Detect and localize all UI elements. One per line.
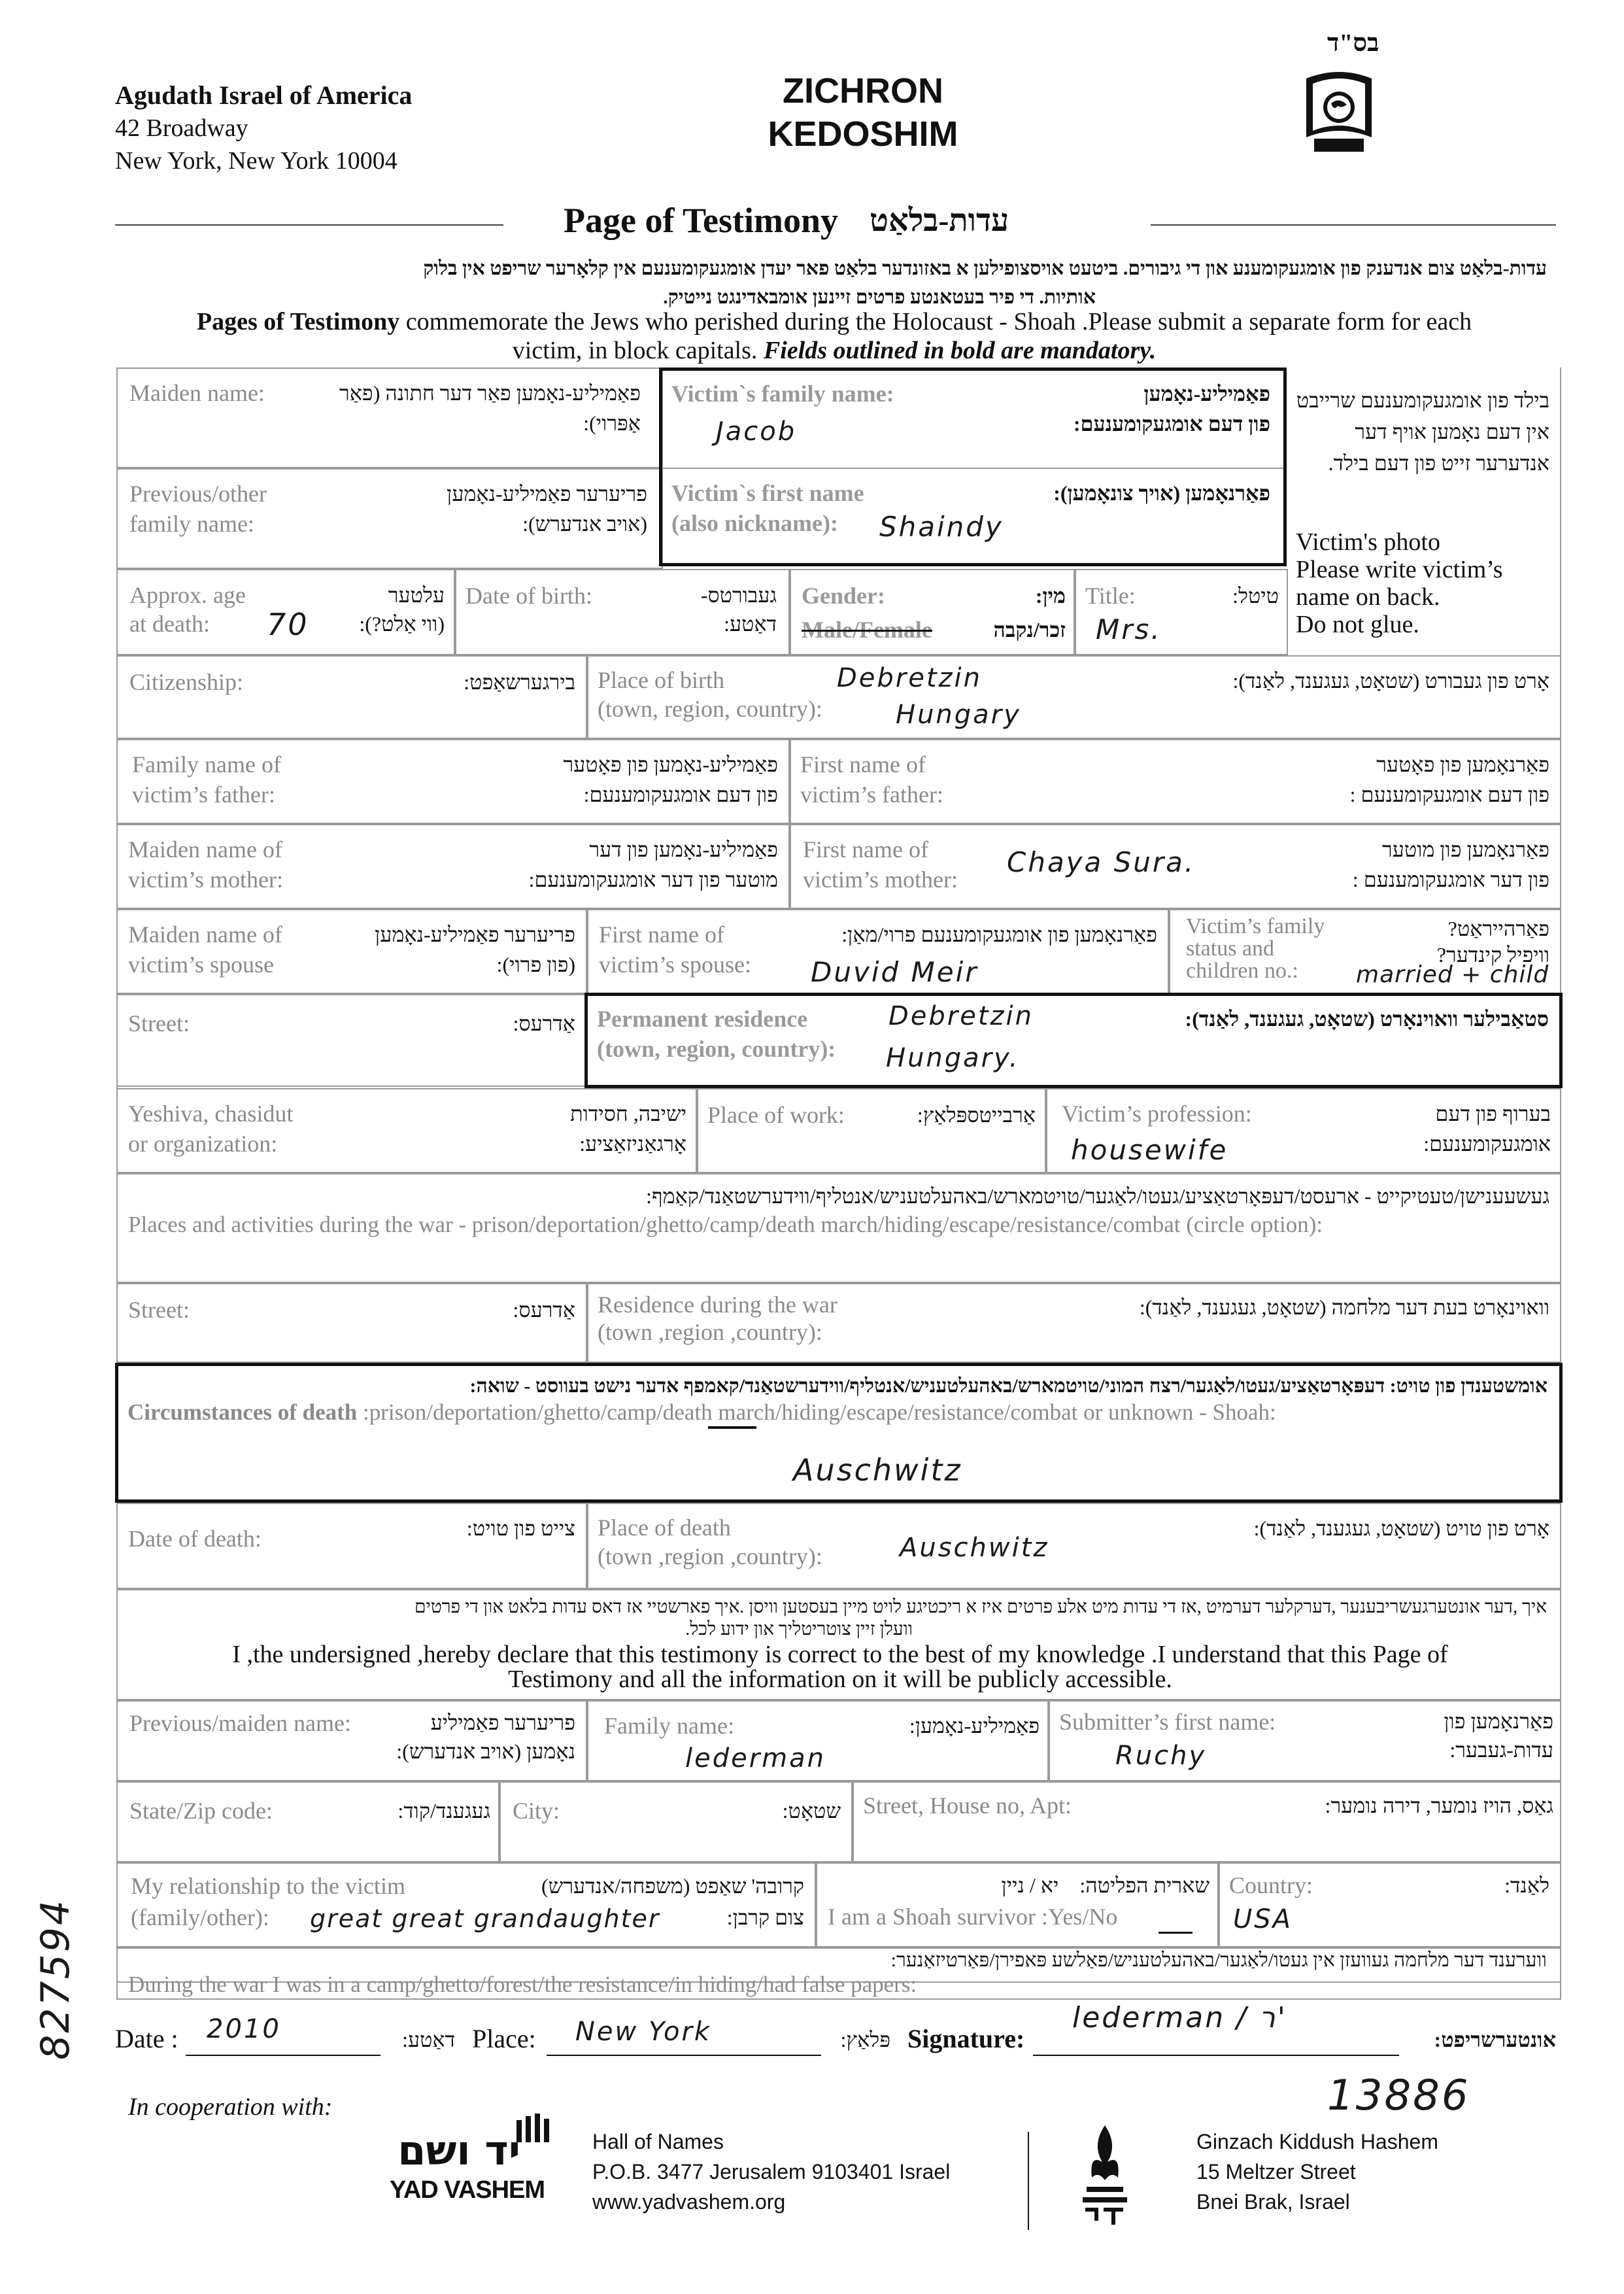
family-status-he-1: פאַרהייראַט? (1447, 917, 1549, 940)
family-status-cell[interactable] (1169, 909, 1561, 994)
title-rule-left (115, 224, 503, 226)
gender-he-2: זכר/נקבה (993, 618, 1066, 642)
dob-cell[interactable] (455, 569, 790, 655)
spouse-maiden-label-2: victim’s spouse (128, 951, 274, 978)
citizenship-label: Citizenship: (129, 669, 243, 695)
declaration-en-2: Testimony and all the information on it will be publicly accessible. (508, 1666, 1172, 1693)
sign-date-value: 2010 (207, 2014, 281, 2044)
mother-first-label (803, 834, 958, 895)
street-house-he: גאַס, הויז נומער, דירה נומער: (1325, 1794, 1553, 1817)
dob-he-1: געבורטס- (700, 583, 777, 607)
war-street-label: Street: (128, 1297, 190, 1323)
country-he: לאַנד: (1504, 1874, 1549, 1897)
sign-signature-he: אונטערשריפט: (1434, 2028, 1556, 2051)
submitter-family-name-cell[interactable] (587, 1700, 1049, 1781)
spouse-maiden-he-2: (פון פרוי): (496, 953, 575, 976)
victim-first-name-label-1: Victim`s first name (671, 480, 864, 506)
submitter-family-name-value: lederman (685, 1743, 826, 1773)
declaration-he-1: איך ,דער אונטערגעשריבענער ,דערקלער דערמיט ,אז די עדות מיט אלע פרטים איז א ריכטיגע לויט מיין בעסטען וויסן .איך פארשטיי אז דאס עדות בלאט און די פרטים (414, 1597, 1547, 1617)
relationship-label-1: My relationship to the victim (131, 1873, 405, 1899)
photo-box-en-3: name on back. (1296, 583, 1440, 611)
page-title-en: Page of Testimony (564, 201, 839, 240)
dob-he (652, 581, 777, 638)
date-of-death-label: Date of death: (128, 1526, 262, 1552)
yeshiva-label-1: Yeshiva, chasidut (128, 1101, 294, 1127)
gender-options: Male/Female (802, 617, 932, 643)
submitter-prev-name-he (366, 1708, 575, 1766)
mother-first-label-2: victim’s mother: (803, 866, 958, 893)
war-street-he: אַדרעס: (513, 1298, 575, 1322)
street-house-label: Street, House no, Apt: (863, 1792, 1072, 1819)
father-family-cell[interactable] (116, 739, 790, 824)
war-street-cell[interactable] (116, 1283, 587, 1363)
mother-maiden-he-1: פאַמיליע-נאָמען פון דער (589, 838, 778, 861)
place-of-death-cell[interactable] (587, 1503, 1561, 1589)
yeshiva-he-1: ישיבה, חסידות (570, 1102, 686, 1125)
spouse-maiden-cell[interactable] (116, 909, 587, 994)
father-first-cell[interactable] (790, 739, 1561, 824)
mother-maiden-label (128, 834, 283, 895)
intro-en-mandatory: Fields outlined in bold are mandatory. (763, 337, 1157, 364)
submitter-first-name-label: Submitter’s first name: (1059, 1709, 1276, 1735)
agudah-logo (1301, 65, 1377, 157)
submitter-family-name-he: פאַמיליע-נאָמען: (909, 1714, 1040, 1738)
yad-vashem-logo (390, 2114, 557, 2205)
relationship-value: great great grandaughter (310, 1904, 660, 1933)
war-res-label (598, 1291, 837, 1346)
submitter-prev-name-cell[interactable] (116, 1700, 587, 1781)
intro-en-bold: Pages of Testimony (196, 308, 400, 335)
circumstances-of-death-field[interactable] (115, 1363, 1563, 1503)
org-address-line1: 42 Broadway (115, 114, 248, 142)
father-first-label-1: First name of (800, 751, 926, 778)
page-title-he: עדות-בלאַט (870, 203, 1009, 238)
mother-first-label-1: First name of (803, 836, 928, 863)
gender-label: Gender: (802, 583, 885, 609)
spouse-first-label-2: victim’s spouse: (599, 951, 751, 978)
age-he (327, 581, 445, 638)
intro-en-2 (115, 336, 1553, 365)
gender-he: מין: (1035, 584, 1066, 608)
victim-first-name-field[interactable] (662, 469, 1283, 566)
relationship-he-2: צום קרבן: (726, 1906, 804, 1929)
prev-name-he-1: פריערער פאַמיליע-נאָמען (447, 482, 647, 505)
spouse-maiden-label (128, 919, 282, 980)
mother-first-cell[interactable] (790, 824, 1561, 909)
submitter-family-name-label: Family name: (604, 1713, 734, 1739)
place-of-work-cell[interactable] (697, 1088, 1046, 1173)
place-of-death-label (598, 1513, 822, 1571)
spouse-first-label-1: First name of (599, 921, 724, 948)
photo-box-en-1: Victim's photo (1296, 528, 1440, 556)
sign-place-label: Place: (472, 2024, 536, 2053)
sign-date-line (186, 2055, 381, 2056)
father-family-he-1: פאַמיליע-נאָמען פון פאָטער (563, 753, 778, 776)
title-he: טיטל: (1232, 584, 1279, 608)
hall-of-names-url[interactable]: www.yadvashem.org (592, 2190, 786, 2214)
sign-date-he: דאַטע: (402, 2028, 455, 2051)
profession-he (1387, 1099, 1551, 1159)
mother-maiden-he (445, 834, 778, 895)
father-first-he (1249, 749, 1549, 810)
spouse-maiden-he (333, 919, 575, 980)
street-cell[interactable] (116, 994, 587, 1087)
submitter-war-cell[interactable] (116, 1947, 1561, 2000)
mother-first-he-2: פון דער אומגעקומענעם : (1352, 868, 1549, 891)
age-he-2: (ווי אַלט?): (359, 612, 445, 636)
yeshiva-he-2: אָרגאַניזאַציע: (579, 1132, 686, 1156)
side-reference-number: 827594 (33, 1898, 78, 2060)
father-first-he-2: פון דעם אומגעקומענעם : (1349, 783, 1549, 806)
victim-family-name-he (1028, 379, 1270, 439)
org-address-line2: New York, New York 10004 (115, 147, 398, 175)
prev-name-he (392, 479, 647, 539)
family-status-he-2: וויפיל קינדער? (1436, 943, 1549, 967)
place-of-birth-cell[interactable] (587, 655, 1561, 739)
date-of-death-cell[interactable] (116, 1503, 587, 1589)
declaration-he-2: וועלן זיין צוטריטליך און ידוע לכל. (685, 1619, 913, 1639)
yad-vashem-he: יד ושם (398, 2127, 520, 2174)
circ-death-label: Circumstances of death (127, 1399, 358, 1425)
sign-place-line (547, 2055, 821, 2056)
place-of-death-label-1: Place of death (598, 1515, 731, 1541)
circ-death-value: Auschwitz (793, 1452, 962, 1488)
victim-family-name-he-1: פאַמיליע-נאָמען (1143, 382, 1270, 405)
ginzach-street: 15 Meltzer Street (1196, 2160, 1356, 2183)
victim-first-name-label (671, 478, 864, 538)
title-cell[interactable] (1075, 569, 1288, 655)
photo-box-en-4: Do not glue. (1296, 611, 1419, 638)
father-family-he-2: פון דעם אומגעקומענעם: (583, 783, 778, 806)
street-he: אַדרעס: (513, 1012, 575, 1035)
mother-maiden-label-1: Maiden name of (128, 836, 282, 863)
profession-label: Victim’s profession: (1062, 1101, 1252, 1127)
mother-maiden-he-2: מוטער פון דער אומגעקומענעם: (528, 868, 778, 891)
submitter-prev-name-label: Previous/maiden name: (129, 1710, 351, 1736)
submitter-war-he: ווערענד דער מלחמה געוועזן אין געטו/לאַגער/באהעלטעניש/פאַלשע פּאפירן/פּאַרטיזאַנער: (890, 1949, 1547, 1971)
footer-divider (1028, 2132, 1029, 2230)
sign-place-value: New York (575, 2017, 712, 2047)
city-label: City: (513, 1798, 560, 1824)
photo-box-en (1296, 528, 1503, 638)
mother-maiden-cell[interactable] (116, 824, 790, 909)
war-residence-cell[interactable] (587, 1283, 1561, 1363)
form-title (693, 69, 1033, 156)
victim-family-name-value: Jacob (716, 417, 797, 447)
declaration-en-1: I ,the undersigned ,hereby declare that this testimony is correct to the best of my knowledge .I understand that this Page of (232, 1641, 1448, 1668)
place-of-death-value: Auschwitz (900, 1533, 1049, 1563)
profession-he-2: אומגעקומענעם: (1423, 1132, 1551, 1156)
spouse-first-he: פאַרנאָמען פון אומגעקומענעם פרוי/מאַן: (841, 923, 1157, 946)
spouse-first-cell[interactable] (587, 909, 1169, 994)
org-name: Agudath Israel of America (115, 80, 413, 110)
hall-of-names-address: P.O.B. 3477 Jerusalem 9103401 Israel (592, 2160, 951, 2183)
intro-en-1 (115, 307, 1553, 336)
prev-name-label-2: family name: (129, 511, 254, 537)
country-cell[interactable] (1219, 1862, 1561, 1947)
submitter-first-name-value: Ruchy (1115, 1741, 1207, 1771)
relationship-he-1: קרובה' שאַפט (משפחה/אנדערש) (541, 1874, 804, 1898)
yeshiva-he (497, 1099, 686, 1159)
maiden-name-he: פאַמיליע-נאָמען פאַר דער חתונה (פאַר אַפּרוי): (339, 381, 641, 435)
prev-name-he-2: (אויב אנדערש): (522, 512, 647, 536)
spouse-maiden-he-1: פריערער פאַמיליע-נאָמען (375, 923, 575, 946)
victim-first-name-he: פאַרנאָמען (אויך צונאָמען): (1053, 481, 1270, 505)
family-status-label-2: status and (1186, 936, 1275, 961)
maiden-name-label: Maiden name: (129, 380, 265, 406)
survivor-he (830, 1870, 1210, 1900)
circ-death-options: :prison/deportation/ghetto/camp/death march/hiding/escape/resistance/combat or unknown - Shoah: (357, 1399, 1276, 1425)
war-activities-en: Places and activities during the war - prison/deportation/ghetto/camp/death march/hiding/escape/resistance/combat (circle option): (128, 1212, 1323, 1237)
maiden-name-cell[interactable] (116, 368, 663, 468)
war-res-he: וואוינאָרט בעת דער מלחמה (שטאָט, געגענד, לאַנד): (1139, 1295, 1549, 1319)
submitter-first-name-he (1390, 1707, 1553, 1764)
yeshiva-cell[interactable] (116, 1088, 697, 1173)
prev-name-label (129, 479, 267, 539)
place-of-work-he: אַרבייטספּלאַץ: (917, 1103, 1036, 1127)
survivor-no-underline (1159, 1932, 1193, 1934)
city-he: שטאָט: (782, 1799, 841, 1823)
father-family-label-2: victim’s father: (132, 781, 275, 808)
profession-value: housewife (1071, 1134, 1228, 1166)
hall-of-names-block (592, 2127, 950, 2217)
profession-cell[interactable] (1046, 1088, 1561, 1173)
photo-box-en-2: Please write victim’s (1296, 556, 1503, 583)
victim-first-name-value: Shaindy (879, 511, 1004, 543)
ginzach-city: Bnei Brak, Israel (1196, 2190, 1350, 2214)
prev-name-cell[interactable] (116, 468, 663, 569)
bsd-mark: בס"ד (1327, 29, 1379, 57)
mother-maiden-label-2: victim’s mother: (128, 866, 283, 893)
prev-name-label-1: Previous/other (129, 481, 267, 507)
perm-res-value-2: Hungary. (886, 1043, 1020, 1073)
survivor-he-1: שארית הפליטה: (1079, 1874, 1210, 1897)
submitter-first-name-he-2: עדות-געבער: (1449, 1738, 1553, 1762)
circ-death-he: אומשטענדן פון טויט: דעפּאָרטאַציע/געטו/לאַגער/רצח המוני/טויטמארש/באהעלטעניש/אנטליף/ווידערשטאַנד/קאמפף אדער נישט בעווסט - שואה: (469, 1375, 1548, 1397)
form-title-line1: ZICHRON (783, 71, 943, 111)
intro-en-rest: commemorate the Jews who perished during the Holocaust - Shoah .Please submit a separate form for each (399, 308, 1472, 335)
age-label-1: Approx. age (129, 582, 246, 608)
pob-label (598, 666, 822, 723)
citizenship-he: בירגערשאַפט: (464, 670, 575, 694)
city-cell[interactable] (499, 1781, 853, 1862)
spouse-first-label (599, 919, 751, 980)
dob-label: Date of birth: (465, 583, 592, 609)
war-activities-cell[interactable] (116, 1173, 1561, 1283)
perm-res-label-2: (town, region, country): (597, 1036, 836, 1062)
ginzach-block (1196, 2127, 1438, 2217)
coop-text: In cooperation with: (128, 2093, 333, 2121)
pob-he: אָרט פון געבורט (שטאָט, געגענד, לאַנד): (1232, 669, 1549, 693)
title-value: Mrs. (1096, 613, 1162, 645)
declaration-cell (116, 1589, 1561, 1700)
father-first-he-1: פאַרנאָמען פון פאָטער (1376, 753, 1549, 776)
pob-value-1: Debretzin (837, 663, 982, 693)
pob-value-2: Hungary (896, 700, 1021, 730)
profession-he-1: בערוף פון דעם (1435, 1102, 1551, 1125)
yeshiva-label-2: or organization: (128, 1131, 278, 1157)
perm-res-label (597, 1004, 836, 1064)
war-res-label-2: (town ,region ,country): (598, 1319, 822, 1345)
submitter-prev-name-he-2: נאָמען (אויב אנדערש): (396, 1739, 575, 1763)
dob-he-2: דאַטע: (724, 612, 777, 636)
spouse-first-value: Duvid Meir (811, 956, 979, 988)
victim-first-name-label-2: (also nickname): (671, 510, 838, 536)
perm-res-value-1: Debretzin (888, 1001, 1034, 1031)
relationship-cell[interactable] (116, 1862, 816, 1947)
father-first-label-2: victim’s father: (800, 781, 943, 808)
yad-vashem-en: YAD VASHEM (390, 2176, 545, 2204)
photo-box-yiddish: בילד פון אומגעקומענעם שרייבט אין דעם נאָמען אויף דער אנדערער זייט פון דעם בילד. (1296, 388, 1549, 475)
title-rule-right (1151, 224, 1556, 226)
corner-reference-number: 13886 (1327, 2072, 1470, 2120)
state-zip-label: State/Zip code: (129, 1798, 273, 1824)
intro-yiddish-1: עדות-בלאַט צום אנדענק פון אומגעקומענע און די גיבורים. ביטעט אויסצופילען א באזונדער בלאַט פאר יעדן אומגעקומענעם אין קלאָרער שריפט אין בלוק (423, 258, 1547, 279)
country-value: USA (1233, 1904, 1293, 1934)
street-label: Street: (128, 1010, 190, 1036)
family-status-label (1186, 916, 1325, 982)
form-title-line2: KEDOSHIM (768, 114, 958, 154)
hall-of-names-title: Hall of Names (592, 2130, 724, 2153)
sign-place-he: פּלאַץ: (840, 2028, 890, 2051)
intro-en-line2: victim, in block capitals. (512, 337, 764, 364)
citizenship-cell[interactable] (116, 655, 587, 739)
sign-signature-label: Signature: (907, 2024, 1025, 2053)
circ-death-en (127, 1397, 1276, 1428)
street-house-cell[interactable] (853, 1781, 1561, 1862)
state-zip-he: געגענד/קוד: (398, 1799, 490, 1823)
submitter-prev-name-he-1: פריערער פאַמיליע (430, 1711, 575, 1734)
ginzach-logo (1079, 2125, 1131, 2230)
survivor-he-2: יא / ניין (1001, 1874, 1059, 1897)
family-status-he (1419, 916, 1549, 968)
intro-yiddish-2: אותיות. די פיר בעטאנטע פרטים זיינען אומבאדינגט נייטיק. (663, 286, 1096, 308)
submitter-first-name-he-1: פאַרנאָמען פון (1444, 1709, 1553, 1733)
place-of-death-label-2: (town ,region ,country): (598, 1543, 822, 1569)
submitter-first-name-cell[interactable] (1049, 1700, 1561, 1781)
title-label: Title: (1085, 583, 1136, 609)
victim-family-name-field[interactable] (662, 371, 1283, 469)
victim-family-name-label: Victim`s family name: (671, 381, 894, 407)
father-first-label (800, 749, 943, 810)
father-family-label-1: Family name of (132, 751, 281, 778)
age-label (129, 581, 246, 638)
family-status-value: married + child (1356, 961, 1549, 988)
state-zip-cell[interactable] (116, 1781, 499, 1862)
perm-res-label-1: Permanent residence (597, 1006, 808, 1032)
sign-signature-line (1033, 2055, 1399, 2056)
victim-family-name-he-2: פון דעם אומגעקומענעם: (1073, 412, 1270, 436)
sign-date-label: Date : (115, 2024, 178, 2053)
perm-res-he: סטאַבילער וואוינאָרט (שטאָט, געגענד, לאַנד): (1185, 1007, 1549, 1031)
age-he-1: עלטער (388, 583, 445, 607)
age-value: 70 (267, 607, 309, 642)
war-activities-he: געשעענישן/טעטיקייט - ארעסט/דעפּאָרטאַציע/געטו/לאַגער/טויטמארש/באהעלטעניש/אנטליף/ווידערשטאַנד/קאַמף: (646, 1184, 1549, 1208)
survivor-label: I am a Shoah survivor :Yes/No (828, 1904, 1118, 1930)
mother-first-he-1: פאַרנאָמען פון מוטער (1382, 838, 1549, 861)
mother-first-value: Chaya Sura. (1007, 846, 1196, 878)
family-status-label-1: Victim’s family (1186, 914, 1325, 938)
submitter-war-en: During the war I was in a camp/ghetto/forest/the resistance/in hiding/had false papers: (128, 1972, 917, 1997)
war-res-label-1: Residence during the war (598, 1292, 837, 1318)
photo-box[interactable] (1288, 371, 1560, 653)
country-label: Country: (1229, 1872, 1313, 1898)
pob-label-1: Place of birth (598, 667, 724, 693)
spouse-maiden-label-1: Maiden name of (128, 921, 282, 948)
father-family-he (445, 749, 778, 810)
place-of-work-label: Place of work: (707, 1102, 845, 1128)
date-of-death-he: צייט פון טויט: (466, 1516, 575, 1540)
relationship-label-2: (family/other): (131, 1904, 269, 1930)
permanent-residence-field[interactable] (584, 993, 1563, 1088)
family-status-label-3: children no.: (1186, 959, 1298, 983)
gender-cell[interactable] (790, 569, 1075, 655)
place-of-death-he: אָרט פון טויט (שטאָט, געגענד, לאַנד): (1253, 1516, 1549, 1540)
mother-first-he (1249, 834, 1549, 895)
age-cell[interactable] (116, 569, 455, 655)
age-label-2: at death: (129, 611, 210, 637)
yeshiva-label (128, 1099, 293, 1159)
ginzach-title: Ginzach Kiddush Hashem (1196, 2130, 1438, 2153)
camp-underline-mark (708, 1426, 756, 1429)
father-family-label (132, 749, 281, 810)
sign-signature-value: lederman / ר' (1072, 2001, 1287, 2034)
pob-label-2: (town, region, country): (598, 696, 822, 722)
survivor-cell[interactable] (816, 1862, 1219, 1947)
